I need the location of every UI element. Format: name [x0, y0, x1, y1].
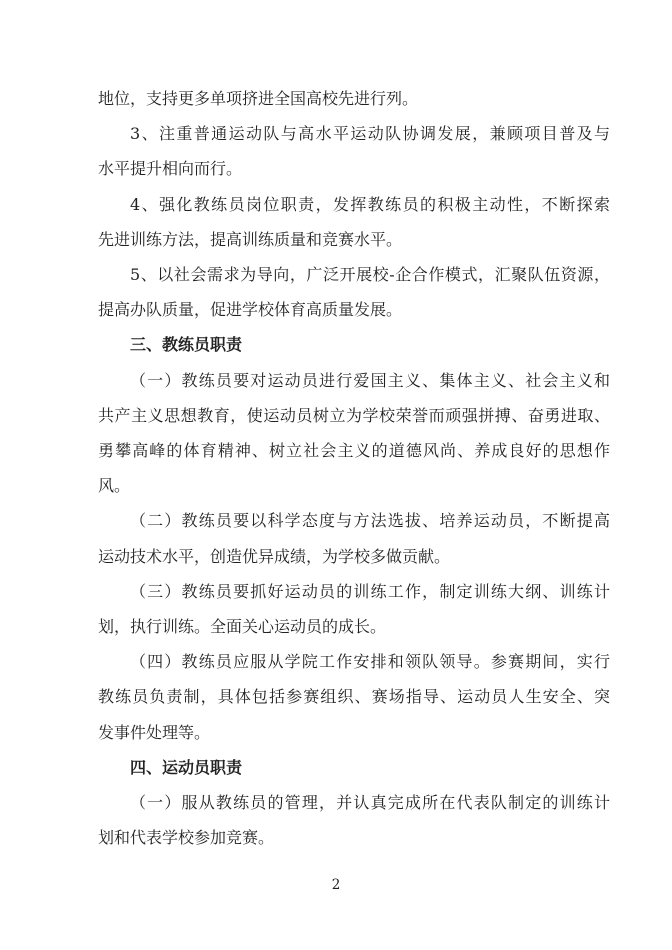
page-number: 2	[331, 877, 341, 893]
text-line: 共产主义思想教育，使运动员树立为学校荣誉而顽强拼搏、奋勇进取、	[98, 405, 610, 425]
text-line: 地位，支持更多单项挤进全国高校先进行列。	[98, 89, 419, 108]
text-line: 3、注重普通运动队与高水平运动队协调发展，兼顾项目普及与	[130, 124, 610, 144]
text-line: 4、强化教练员岗位职责，发挥教练员的积极主动性，不断探索	[130, 194, 610, 214]
text-line: （四）教练员应服从学院工作安排和领队领导。参赛期间，实行	[130, 652, 610, 672]
text-line: 风。	[98, 476, 131, 496]
section-heading: 四、运动员职责	[130, 757, 243, 777]
text-line: （三）教练员要抓好运动员的训练工作，制定训练大纲、训练计	[130, 581, 610, 601]
text-line: （一）服从教练员的管理，并认真完成所在代表队制定的训练计	[130, 793, 610, 813]
section-heading: 三、教练员职责	[130, 335, 243, 355]
text-line: 提高办队质量，促进学校体育高质量发展。	[98, 300, 403, 320]
text-line: 划，执行训练。全面关心运动员的成长。	[98, 617, 387, 637]
text-line: 水平提升相向而行。	[98, 159, 243, 179]
text-line: 运动技术水平，创造优异成绩，为学校多做贡献。	[98, 546, 451, 566]
text-line: 5、以社会需求为导向，广泛开展校-企合作模式，汇聚队伍资源，	[130, 265, 610, 285]
text-line: 发事件处理等。	[98, 722, 211, 742]
text-line: 先进训练方法，提高训练质量和竞赛水平。	[98, 229, 403, 249]
text-line: （一）教练员要对运动员进行爱国主义、集体主义、社会主义和	[130, 370, 610, 390]
document-body	[98, 81, 610, 855]
text-line: 划和代表学校参加竞赛。	[98, 828, 275, 848]
text-line: 勇攀高峰的体育精神、树立社会主义的道德风尚、养成良好的思想作	[98, 441, 610, 461]
text-line: 教练员负责制，具体包括参赛组织、赛场指导、运动员人生安全、突	[98, 687, 610, 707]
text-line: （二）教练员要以科学态度与方法选拔、培养运动员，不断提高	[130, 511, 610, 531]
